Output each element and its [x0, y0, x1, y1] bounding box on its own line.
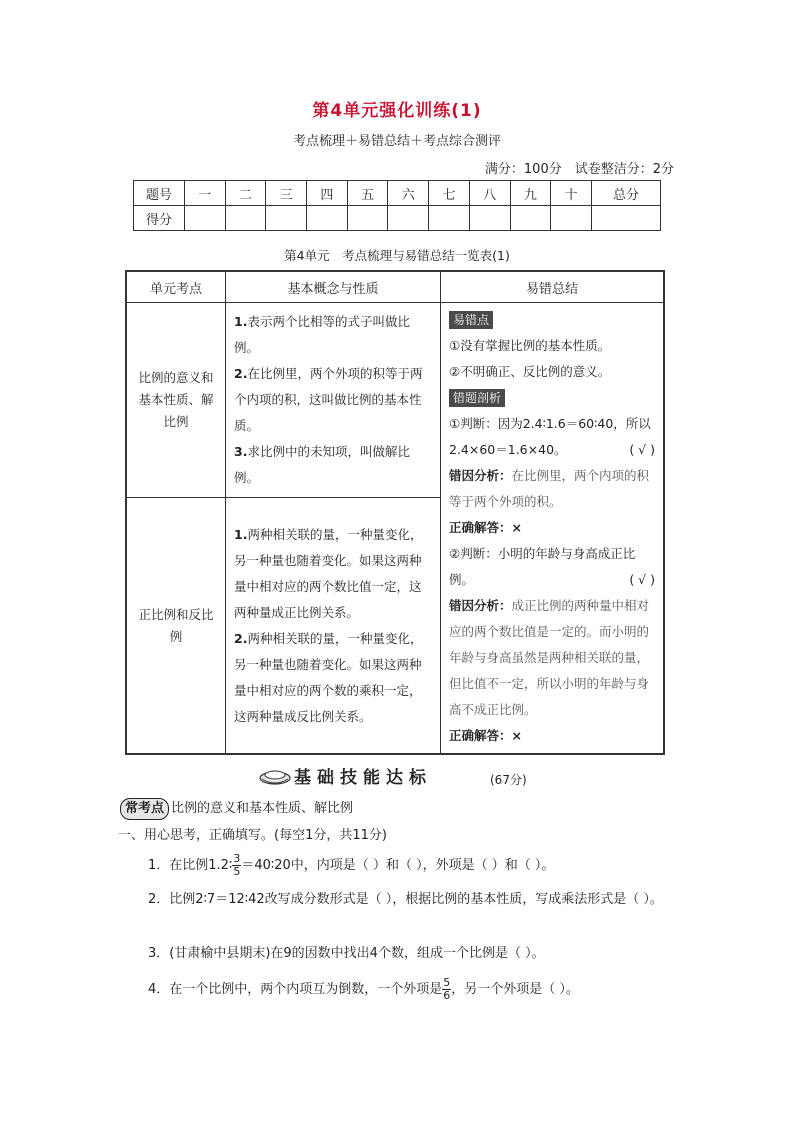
q1-suffix: ＝40∶20中，内项是（ ）和（ ），外项是（ ）和（ ）。 — [241, 858, 555, 873]
score-input-cell[interactable] — [469, 206, 510, 231]
case-mark: ( √ ) — [629, 572, 655, 587]
case-mark: ( √ ) — [629, 442, 655, 457]
score-header-cell: 五 — [347, 181, 388, 206]
key-point-badge: 常考点 — [120, 798, 169, 820]
concept-cell — [226, 303, 441, 498]
concept-item — [234, 439, 432, 491]
score-header-cell: 十 — [551, 181, 592, 206]
concept-text: 两种相关联的量，一种量变化，另一种量也随着变化。如果这两种量中相对应的两个数的乘积一定，这两种量成反比例关系。 — [234, 630, 423, 724]
score-table — [133, 180, 661, 231]
unit-cell: 比例的意义和基本性质、解比例 — [126, 303, 226, 498]
score-header-cell: 六 — [388, 181, 429, 206]
score-input-cell[interactable] — [266, 206, 307, 231]
score-header-cell: 题号 — [134, 181, 185, 206]
fraction-denominator: 6 — [443, 989, 451, 1002]
cause-label: 错因分析： — [449, 468, 512, 483]
question-2: 2．比例2∶7＝12∶42改写成分数形式是（ ），根据比例的基本性质，写成乘法形式是（ ）。 — [148, 892, 663, 907]
case-answer: 正确解答：× — [449, 728, 522, 743]
q4-prefix: 4．在一个比例中，两个内项互为倒数，一个外项是 — [148, 982, 443, 997]
concept-text: 求比例中的未知项，叫做解比例。 — [234, 444, 410, 485]
key-point-row — [120, 797, 353, 820]
cause-label: 错因分析： — [449, 598, 512, 613]
section-score: (67分) — [490, 773, 527, 787]
score-input-cell[interactable] — [347, 206, 388, 231]
case-cause — [449, 593, 655, 723]
page-subtitle: 考点梳理＋易错总结＋考点综合测评 — [292, 134, 501, 149]
section-header — [258, 763, 558, 789]
fraction-denominator: 5 — [233, 865, 241, 878]
concept-text: 两种相关联的量，一种量变化，另一种量也随着变化。如果这两种量中相对应的两个数比值一定，这两种量成正比例关系。 — [234, 526, 423, 620]
score-header-cell: 二 — [225, 181, 266, 206]
score-header-cell: 七 — [429, 181, 470, 206]
section-title: 基础技能达标 — [294, 768, 432, 788]
case-judge — [449, 411, 655, 463]
cause-text: 在比例里，两个内项的积等于两个外项的积。 — [449, 468, 650, 509]
concept-num: 2. — [234, 630, 248, 646]
mistake-tag: 易错点 — [449, 311, 493, 329]
score-input-cell[interactable] — [429, 206, 470, 231]
concept-text: 在比例里，两个外项的积等于两个内项的积，这叫做比例的基本性质。 — [234, 366, 423, 433]
q1-prefix: 1．在比例1.2∶ — [148, 858, 233, 873]
fraction-numerator: 3 — [233, 852, 241, 865]
case-judge-text: ②判断：小明的年龄与身高成正比例。 — [449, 546, 636, 587]
summary-header-mistake: 易错总结 — [441, 271, 665, 303]
score-header-cell: 九 — [510, 181, 551, 206]
summary-row — [126, 303, 664, 498]
question-4 — [148, 976, 678, 1004]
concept-num: 1. — [234, 526, 248, 542]
q4-suffix: ，另一个外项是（ ）。 — [451, 982, 579, 997]
case-cause — [449, 463, 655, 515]
question-heading: 一、用心思考，正确填写。(每空1分，共11分) — [118, 828, 387, 843]
mistake-point: ②不明确正、反比例的意义。 — [449, 364, 611, 379]
score-header-cell: 总分 — [592, 181, 661, 206]
case-answer: 正确解答：× — [449, 520, 522, 535]
summary-header-unit: 单元考点 — [126, 271, 226, 303]
score-input-cell[interactable] — [185, 206, 226, 231]
score-input-cell[interactable] — [307, 206, 348, 231]
question-3: 3．(甘肃榆中县期末)在9的因数中找出4个数，组成一个比例是（ ）。 — [148, 946, 545, 961]
score-input-cell[interactable] — [592, 206, 661, 231]
concept-item — [234, 361, 432, 439]
key-point-text: 比例的意义和基本性质、解比例 — [171, 801, 354, 816]
score-header-cell: 八 — [469, 181, 510, 206]
cause-text: 成正比例的两种量中相对应的两个数比值是一定的。而小明的年龄与身高虽然是两种相关联的量，但比值不一定，所以小明的年龄与身高不成正比例。 — [449, 598, 650, 717]
score-table-header-row — [134, 181, 661, 206]
unit-cell: 正比例和反比例 — [126, 498, 226, 755]
concept-num: 2. — [234, 366, 248, 381]
concept-num: 1. — [234, 314, 248, 329]
concept-num: 3. — [234, 444, 248, 459]
analysis-tag: 错题剖析 — [449, 389, 505, 407]
score-input-cell[interactable] — [388, 206, 429, 231]
mistake-cell — [441, 303, 665, 755]
question-1 — [148, 852, 678, 880]
summary-header-concept: 基本概念与性质 — [226, 271, 441, 303]
case-judge-text: ①判断：因为2.4∶1.6＝60∶40，所以2.4×60＝1.6×40。 — [449, 416, 651, 457]
score-table-score-row — [134, 206, 661, 231]
concept-text: 表示两个比相等的式子叫做比例。 — [234, 314, 410, 355]
case-judge — [449, 541, 655, 593]
summary-title: 第4单元 考点梳理与易错总结一览表(1) — [284, 248, 510, 263]
score-input-cell[interactable] — [225, 206, 266, 231]
book-icon — [258, 765, 292, 787]
score-row-label: 得分 — [134, 206, 185, 231]
fraction — [442, 977, 451, 1002]
fraction — [232, 853, 241, 878]
mistake-point: ①没有掌握比例的基本性质。 — [449, 338, 611, 353]
concept-item — [234, 309, 432, 361]
score-input-cell[interactable] — [551, 206, 592, 231]
score-header-cell: 四 — [307, 181, 348, 206]
summary-header-row — [126, 271, 664, 303]
score-input-cell[interactable] — [510, 206, 551, 231]
page-title: 第4单元强化训练(1) — [312, 101, 482, 121]
score-info: 满分：100分 试卷整洁分：2分 — [484, 162, 674, 177]
concept-cell — [226, 498, 441, 755]
concept-item — [234, 626, 432, 730]
concept-item — [234, 522, 432, 626]
score-header-cell: 三 — [266, 181, 307, 206]
score-header-cell: 一 — [185, 181, 226, 206]
summary-table — [125, 270, 665, 755]
fraction-numerator: 5 — [443, 976, 451, 989]
